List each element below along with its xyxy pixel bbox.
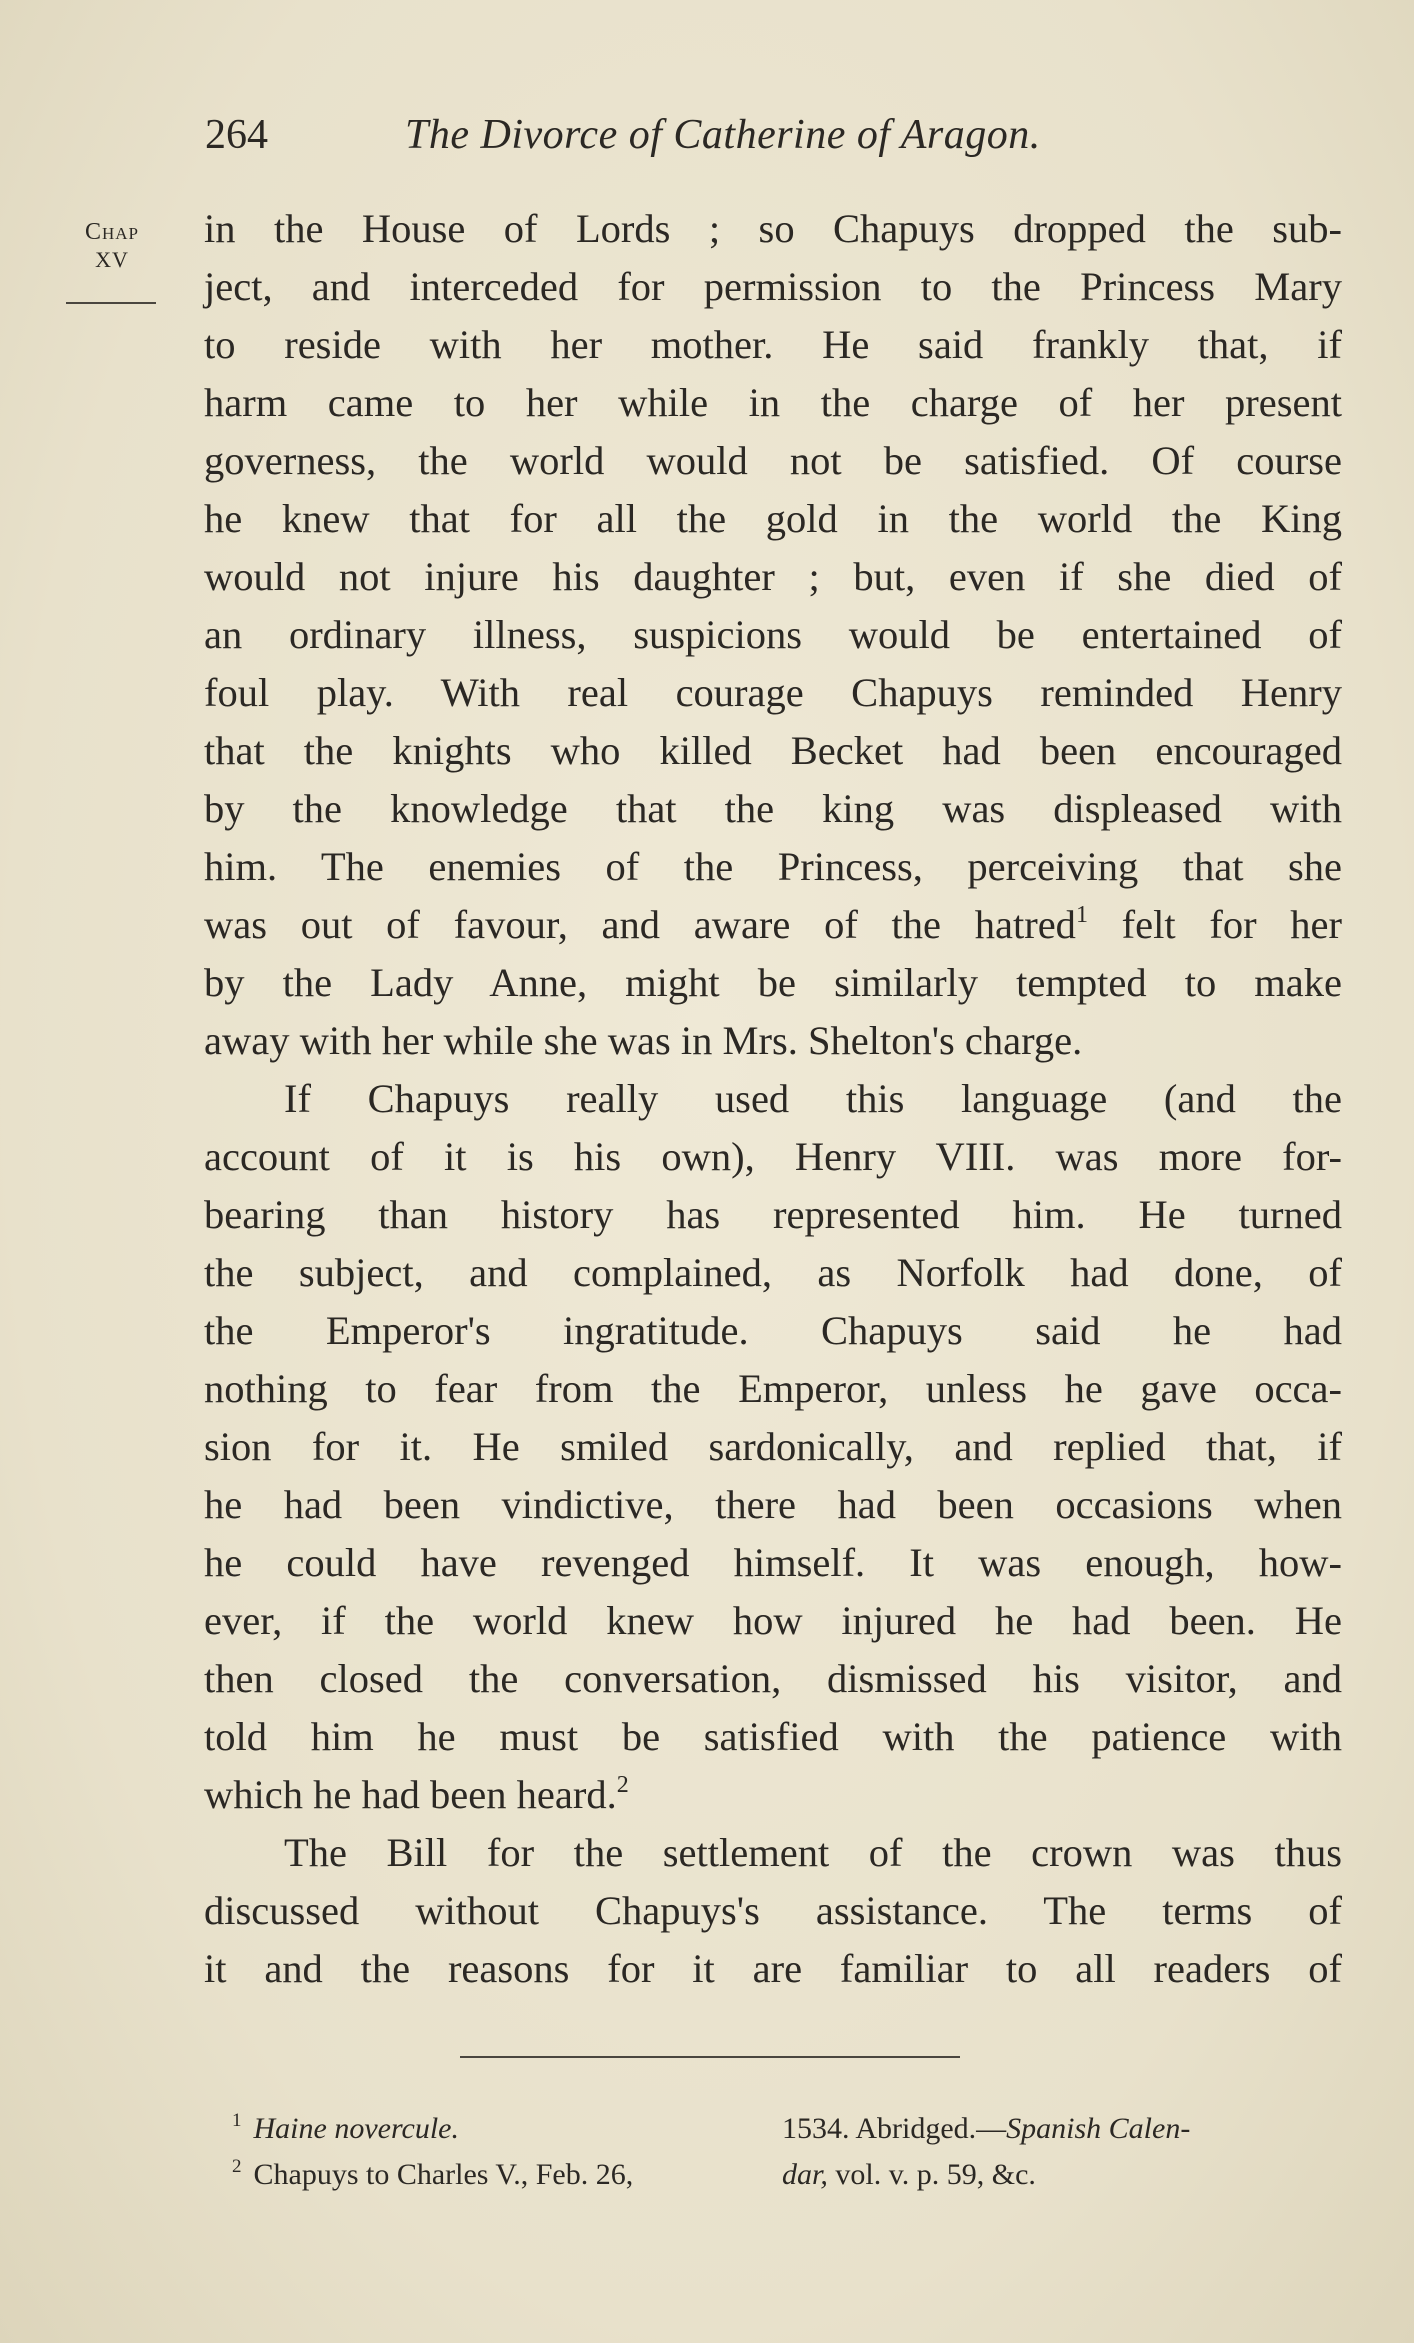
footnote-text-italic: dar, xyxy=(782,2158,828,2191)
text-line: the Emperor's ingratitude. Chapuys said he had xyxy=(204,1308,1342,1353)
text-line: harm came to her while in the charge of her present xyxy=(204,380,1342,425)
text-line: ever, if the world knew how injured he had been. He xyxy=(204,1598,1342,1643)
footnote-marker: 2 xyxy=(232,2156,242,2177)
footnote-ref-2: 2 xyxy=(616,1772,629,1798)
text-line: away with her while she was in Mrs. Shelton's charge. xyxy=(204,1018,1083,1063)
footnote-text: Chapuys to Charles V., Feb. 26, xyxy=(253,2158,634,2191)
footnotes xyxy=(232,2106,1342,2198)
body-text xyxy=(204,200,1342,1998)
text-line: that the knights who killed Becket had been encouraged xyxy=(204,728,1342,773)
text-line: foul play. With real courage Chapuys reminded Henry xyxy=(204,670,1342,715)
text-line: governess, the world would not be satisfied. Of course xyxy=(204,438,1342,483)
text-line: by the Lady Anne, might be similarly tempted to make xyxy=(204,960,1342,1005)
text-line: would not injure his daughter ; but, even if she died of xyxy=(204,554,1342,599)
text-line: told him he must be satisfied with the patience with xyxy=(204,1714,1342,1759)
footnote-text: 1534. Abridged.— xyxy=(782,2112,1007,2145)
footnote-marker: 1 xyxy=(232,2110,242,2131)
text-line: bearing than history has represented him. He turned xyxy=(204,1192,1342,1237)
footnote-2 xyxy=(232,2152,1342,2198)
text-line: by the knowledge that the king was displeased with xyxy=(204,786,1342,831)
footnote-ref-1: 1 xyxy=(1075,902,1088,928)
text-line: him. The enemies of the Princess, perceiving that she xyxy=(204,844,1342,889)
footnote-text-italic: Spanish Calen- xyxy=(1006,2112,1191,2145)
footnote-right xyxy=(782,2106,1190,2152)
text-line: discussed without Chapuys's assistance. The terms of xyxy=(204,1888,1342,1933)
page-header xyxy=(205,105,1165,165)
text-line: If Chapuys really used this language (and the xyxy=(284,1076,1342,1121)
text-line: then closed the conversation, dismissed his visitor, and xyxy=(204,1656,1342,1701)
text-line: sion for it. He smiled sardonically, and replied that, if xyxy=(204,1424,1342,1469)
text-line-with-footnote-ref xyxy=(204,896,1342,954)
text-line: ject, and interceded for permission to the Princess Mary xyxy=(204,264,1342,309)
chapter-label: Chap xyxy=(84,219,140,245)
text-line: an ordinary illness, suspicions would be entertained of xyxy=(204,612,1342,657)
text-line: he had been vindictive, there had been occasions when xyxy=(204,1482,1342,1527)
chapter-number: XV xyxy=(95,247,129,272)
footnote-left xyxy=(232,2152,633,2198)
text-line: account of it is his own), Henry VIII. was more for- xyxy=(204,1134,1342,1179)
text-line: to reside with her mother. He said frankly that, if xyxy=(204,322,1342,367)
text-line: The Bill for the settlement of the crown was thus xyxy=(284,1830,1342,1875)
text-line: it and the reasons for it are familiar to all readers of xyxy=(204,1946,1342,1991)
text-fragment: felt for her xyxy=(1121,902,1342,947)
text-fragment: which he had been heard. xyxy=(204,1772,617,1817)
footnote-1 xyxy=(232,2106,1342,2152)
chapter-margin-note xyxy=(62,218,162,274)
footnote-right xyxy=(782,2152,1036,2198)
footnote-rule xyxy=(460,2056,960,2058)
running-title: The Divorce of Catherine of Aragon. xyxy=(405,112,1041,158)
text-fragment: was out of favour, and aware of the hatred xyxy=(204,902,1076,947)
text-line: the subject, and complained, as Norfolk had done, of xyxy=(204,1250,1342,1295)
page-number: 264 xyxy=(205,112,268,158)
text-line: he knew that for all the gold in the world the King xyxy=(204,496,1342,541)
footnote-text: vol. v. p. 59, &c. xyxy=(835,2158,1036,2191)
text-line: in the House of Lords ; so Chapuys dropped the sub- xyxy=(204,206,1342,251)
footnote-text: Haine novercule. xyxy=(253,2112,459,2145)
footnote-left xyxy=(232,2106,459,2152)
text-line: he could have revenged himself. It was enough, how- xyxy=(204,1540,1342,1585)
margin-rule xyxy=(66,302,156,304)
text-line: nothing to fear from the Emperor, unless he gave occa- xyxy=(204,1366,1342,1411)
text-line-with-footnote-ref xyxy=(204,1766,1342,1824)
